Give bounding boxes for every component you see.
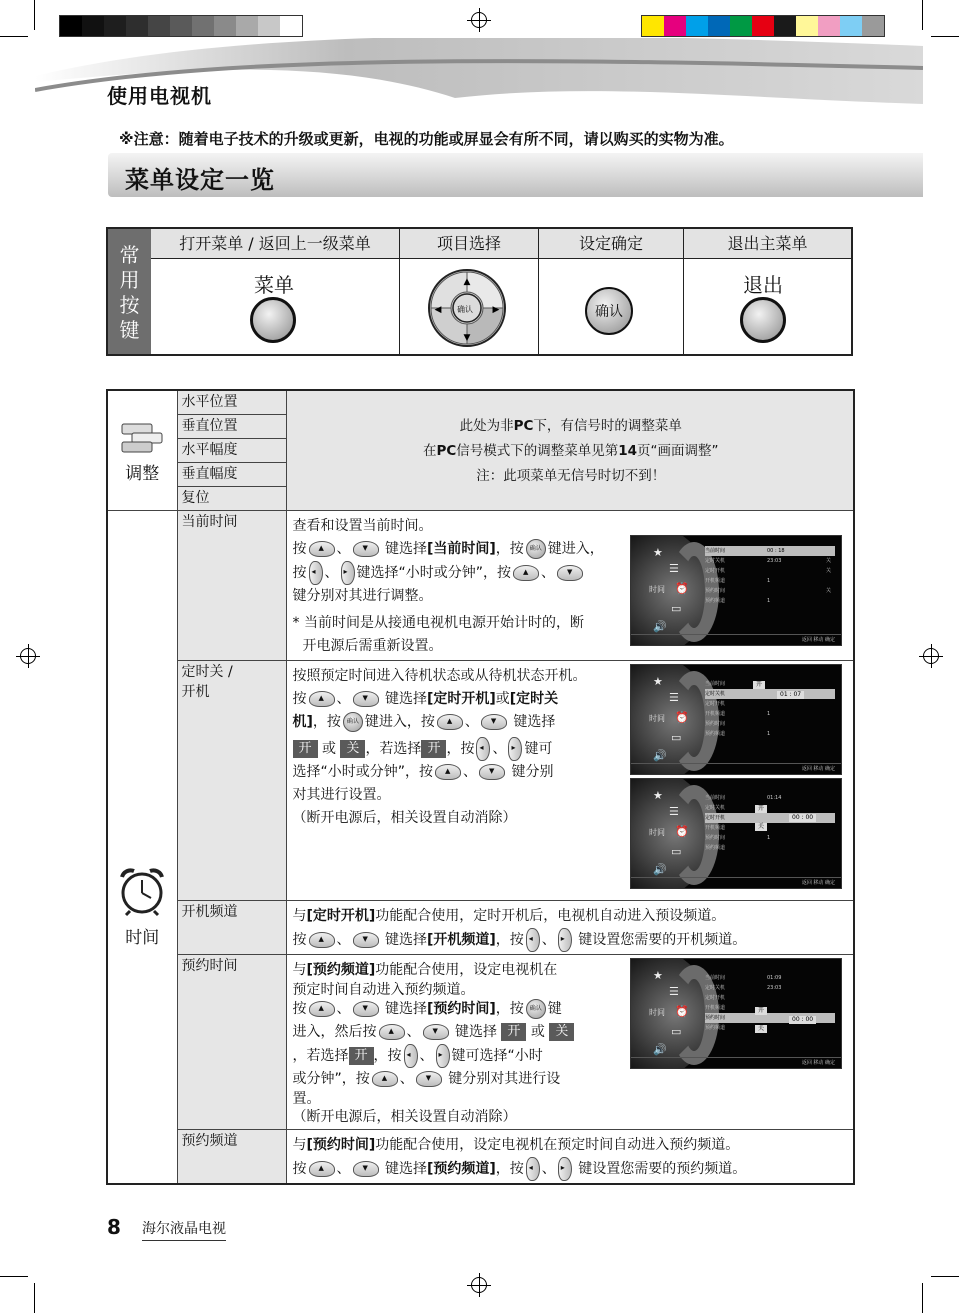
key-header: 退出主菜单 — [684, 229, 851, 259]
color-swatch — [796, 16, 818, 36]
svg-text:▲: ▲ — [463, 277, 471, 287]
color-swatch — [170, 16, 192, 36]
menu-item-timer: 定时关 / 开机 — [177, 660, 286, 900]
on-chip: 开 — [501, 1023, 526, 1041]
tv-screen-timer-on: ★ ☰ ⏰ ▭ 🔊 时间 当前时间 01:14 定时关机 定时开机 开机频道 预约时间 1 预约频道 开 关 00 : 00 返回 移动 确定 — [630, 778, 842, 889]
current-time-description: 查看和设置当前时间。 按▲ 、▼ 键选择[当前时间]，按 确认 键进入， 按◂ 、▸ 键选择“小时或分钟”，按▲ 、▼ 键分别对其进行调整。 * 当前时间是从接通电视机电源开始计时的，断 开电源后需重新设置。 — [286, 510, 854, 660]
down-key-icon — [481, 714, 507, 730]
up-key-icon — [309, 932, 335, 948]
tv-screen-current-time: ★ ☰ ⏰ ▭ 🔊 时间 当前时间 00 : 18 定时关机 23:03 关 定时开机 关 开机频道 1 预约时间 关 预约频道 1 返回 移动 确定 — [630, 535, 842, 646]
page-number: 8 — [107, 1215, 121, 1239]
down-key-icon — [416, 1071, 442, 1087]
key-column-exit — [683, 229, 851, 354]
color-swatch — [148, 16, 170, 36]
key-header: 设定确定 — [539, 229, 683, 259]
color-swatch — [60, 16, 82, 36]
on-chip: 开 — [349, 1047, 374, 1065]
down-key-icon — [353, 1161, 379, 1177]
adjust-description: 此处为非PC下，有信号时的调整菜单 在PC信号模式下的调整菜单见第14页“画面调整” 注：此项菜单无信号时切不到！ — [286, 390, 854, 510]
color-swatch — [258, 16, 280, 36]
registration-mark — [20, 648, 36, 664]
registration-mark — [471, 12, 487, 28]
color-swatch — [686, 16, 708, 36]
footer-brand: 海尔液晶电视 — [142, 1218, 226, 1241]
down-key-icon — [557, 565, 583, 581]
left-key-icon — [476, 737, 490, 761]
left-key-icon — [309, 561, 323, 585]
down-key-icon — [423, 1024, 449, 1040]
key-column-confirm — [538, 229, 683, 354]
color-swatch — [774, 16, 796, 36]
color-swatch — [818, 16, 840, 36]
menu-item-reserve-time: 预约时间 — [177, 954, 286, 1129]
menu-item: 水平幅度 — [177, 438, 286, 462]
up-key-icon — [372, 1071, 398, 1087]
exit-button[interactable] — [740, 297, 786, 343]
notice-text: ※注意：随着电子技术的升级或更新，电视的功能或屏显会有所不同，请以购买的实物为准。 — [119, 130, 734, 148]
crop-mark — [931, 36, 959, 37]
key-column-menu — [151, 229, 399, 354]
up-key-icon — [309, 1161, 335, 1177]
left-key-icon — [404, 1044, 418, 1068]
registration-mark — [923, 648, 939, 664]
svg-text:◀: ◀ — [434, 305, 442, 315]
crop-mark — [922, 1283, 923, 1313]
color-swatch — [664, 16, 686, 36]
right-key-icon — [558, 928, 572, 952]
registration-mark — [471, 1277, 487, 1293]
key-column-select — [399, 229, 538, 354]
color-swatch — [214, 16, 236, 36]
color-swatch — [708, 16, 730, 36]
up-key-icon — [309, 691, 335, 707]
section-title: 使用电视机 — [107, 84, 212, 108]
color-swatch — [280, 16, 302, 36]
menu-item-current-time: 当前时间 — [177, 510, 286, 660]
menu-item: 垂直位置 — [177, 414, 286, 438]
svg-text:▼: ▼ — [463, 333, 471, 343]
category-adjust — [107, 390, 177, 510]
confirm-button-label: 确认 — [595, 304, 623, 320]
svg-text:▶: ▶ — [492, 305, 500, 315]
category-adjust-label: 调整 — [125, 463, 160, 484]
color-swatch — [104, 16, 126, 36]
color-swatch — [192, 16, 214, 36]
color-swatch — [126, 16, 148, 36]
right-key-icon — [558, 1157, 572, 1181]
crop-mark — [0, 36, 28, 37]
down-key-icon — [479, 764, 505, 780]
menu-key-label: 菜单 — [254, 273, 294, 297]
process-color-bar — [641, 15, 885, 37]
color-swatch — [840, 16, 862, 36]
exit-key-label: 退出 — [743, 273, 783, 297]
down-key-icon — [353, 1001, 379, 1017]
page-title: 菜单设定一览 — [125, 166, 275, 194]
color-swatch — [82, 16, 104, 36]
left-key-icon — [526, 928, 540, 952]
right-key-icon — [508, 737, 522, 761]
power-on-channel-description: 与[定时开机]功能配合使用，定时开机后，电视机自动进入预设频道。 按▲ 、▼ 键选择[开机频道]，按◂ 、▸ 键设置您需要的开机频道。 — [286, 900, 854, 954]
color-swatch — [236, 16, 258, 36]
crop-mark — [931, 1276, 959, 1277]
down-key-icon — [353, 932, 379, 948]
right-key-icon — [436, 1044, 450, 1068]
menu-item: 水平位置 — [177, 390, 286, 414]
up-key-icon — [309, 1001, 335, 1017]
on-chip: 开 — [293, 740, 318, 758]
ok-key-icon: 确认 — [343, 712, 363, 732]
timer-description: 按照预定时间进入待机状态或从待机状态开机。 按▲ 、▼ 键选择[定时开机]或[定时关 机]，按 确认 键进入，按▲ 、▼ 键选择 开 或 关 ，若选择 开 ，按◂ 、▸ 键可 选择“小时或分钟”，按▲ 、▼ 键分别 对其进行设置。 （断开电源后，相关设置自动消除） — [286, 660, 854, 900]
menu-button[interactable] — [250, 297, 296, 343]
color-swatch — [752, 16, 774, 36]
common-keys-label: 常 用 按 键 — [108, 229, 151, 354]
crop-mark — [34, 1283, 35, 1313]
up-key-icon — [435, 764, 461, 780]
ok-key-icon: 确认 — [526, 999, 546, 1019]
on-chip: 开 — [421, 740, 446, 758]
down-key-icon — [353, 691, 379, 707]
menu-item: 垂直幅度 — [177, 462, 286, 486]
menu-item-power-on-channel: 开机频道 — [177, 900, 286, 954]
up-key-icon — [437, 714, 463, 730]
tv-screen-reserve-time: ★ ☰ ⏰ ▭ 🔊 时间 当前时间 01:09 定时关机 23:03 定时开机 开机频道 预约时间 预约频道 开 00 : 00 关 返回 移动 确定 — [630, 958, 842, 1069]
category-time — [107, 510, 177, 1184]
common-keys-table — [106, 227, 853, 356]
dpad-center-label: 确认 — [457, 305, 473, 314]
ok-key-icon: 确认 — [526, 539, 546, 559]
menu-item: 复位 — [177, 486, 286, 510]
reserve-time-description: 与[预约频道]功能配合使用，设定电视机在 预定时间自动进入预约频道。 按▲ 、▼ 键选择[预约时间]，按 确认 键 进入，然后按▲ 、▼ 键选择 开 或 关 ，若选择 开 ，按◂ 、▸ 键可选择“小时 或分钟”，按▲ 、▼ 键分别对其进行设 置。 （断开电源后，相关设置自动消除） — [286, 954, 854, 1129]
key-header: 项目选择 — [400, 229, 538, 259]
color-swatch — [642, 16, 664, 36]
up-key-icon — [309, 541, 335, 557]
right-key-icon — [341, 561, 355, 585]
crop-mark — [34, 0, 35, 30]
key-header: 打开菜单 / 返回上一级菜单 — [151, 229, 399, 259]
menu-item-reserve-channel: 预约频道 — [177, 1129, 286, 1184]
gray-color-bar — [59, 15, 303, 37]
up-key-icon — [513, 565, 539, 581]
left-key-icon — [526, 1157, 540, 1181]
up-key-icon — [379, 1024, 405, 1040]
off-chip: 关 — [340, 740, 365, 758]
category-time-label: 时间 — [125, 928, 160, 948]
color-swatch — [862, 16, 884, 36]
crop-mark — [922, 0, 923, 30]
reserve-channel-description: 与[预约时间]功能配合使用，设定电视机在预定时间自动进入预约频道。 按▲ 、▼ 键选择[预约频道]，按◂ 、▸ 键设置您需要的预约频道。 — [286, 1129, 854, 1184]
off-chip: 关 — [549, 1023, 574, 1041]
crop-mark — [0, 1276, 28, 1277]
adjust-icon — [118, 421, 166, 455]
clock-icon — [116, 865, 168, 917]
color-swatch — [730, 16, 752, 36]
tv-screen-timer-off: ★ ☰ ⏰ ▭ 🔊 时间 当前时间 定时关机 定时开机 开机频道 1 预约时间 预约频道 1 开 01 : 07 返回 移动 确定 — [630, 664, 842, 775]
down-key-icon — [353, 541, 379, 557]
